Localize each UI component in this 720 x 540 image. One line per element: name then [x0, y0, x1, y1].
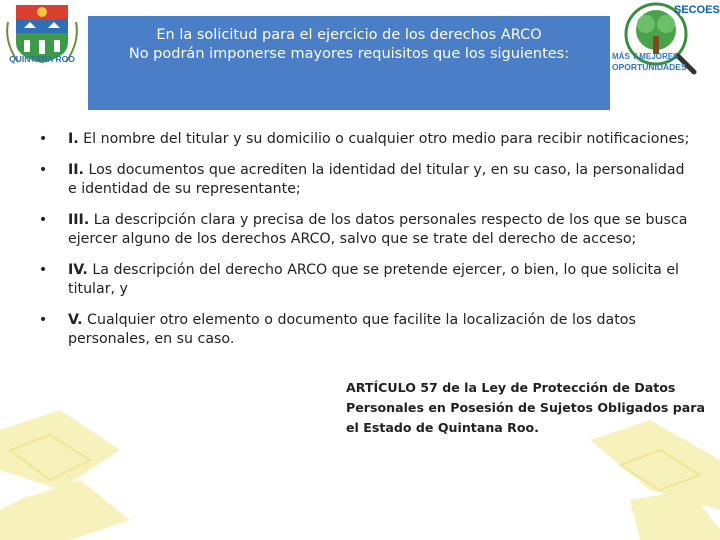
quintana-roo-logo: [2, 2, 82, 80]
list-item: [34, 211, 694, 249]
list-item: [34, 130, 694, 149]
title-line-2: No podrán imponerse mayores requisitos que los siguientes:: [128, 46, 570, 62]
item-number: V.: [68, 312, 83, 328]
bullet-icon: •: [38, 262, 48, 278]
item-text: El nombre del titular y su domicilio o cualquier otro medio para recibir notificaciones;: [78, 131, 690, 147]
slogan-line-1: MÁS Y MEJORES: [612, 52, 679, 61]
list-item: [34, 311, 694, 349]
item-number: II.: [68, 162, 84, 178]
item-text: La descripción del derecho ARCO que se pretende ejercer, o bien, lo que solicita el titular, y: [68, 262, 679, 297]
item-text: Los documentos que acrediten la identidad del titular y, en su caso, la personalidad e identidad de su representante;: [68, 162, 685, 197]
bullet-icon: •: [38, 212, 48, 228]
item-number: III.: [68, 212, 90, 228]
logo-caption: QUINTANA ROO: [9, 54, 75, 64]
slogan-line-2: OPORTUNIDADES: [612, 62, 687, 72]
title-banner: [88, 16, 610, 110]
requirements-list: [34, 130, 694, 361]
title-line-1: En la solicitud para el ejercicio de los derechos ARCO: [156, 27, 542, 43]
secoes-logo: [612, 0, 718, 86]
bullet-icon: •: [38, 162, 48, 178]
bullet-icon: •: [38, 131, 48, 147]
list-item: [34, 161, 694, 199]
item-text: Cualquier otro elemento o documento que facilite la localización de los datos personales, en su caso.: [68, 312, 636, 347]
quintana-roo-coat-of-arms-icon: [2, 2, 82, 80]
secoes-badge: SECOES: [674, 4, 720, 16]
item-number: I.: [68, 131, 79, 147]
legal-citation: ARTÍCULO 57 de la Ley de Protección de Datos Personales en Posesión de Sujetos Obligados para el Estado de Quintana Roo.: [346, 380, 705, 435]
list-item: [34, 261, 694, 299]
item-text: La descripción clara y precisa de los datos personales respecto de los que se busca ejercer alguno de los derechos ARCO, salvo que se trate del derecho de acceso;: [68, 212, 688, 247]
bullet-icon: •: [38, 312, 48, 328]
item-number: IV.: [68, 262, 88, 278]
